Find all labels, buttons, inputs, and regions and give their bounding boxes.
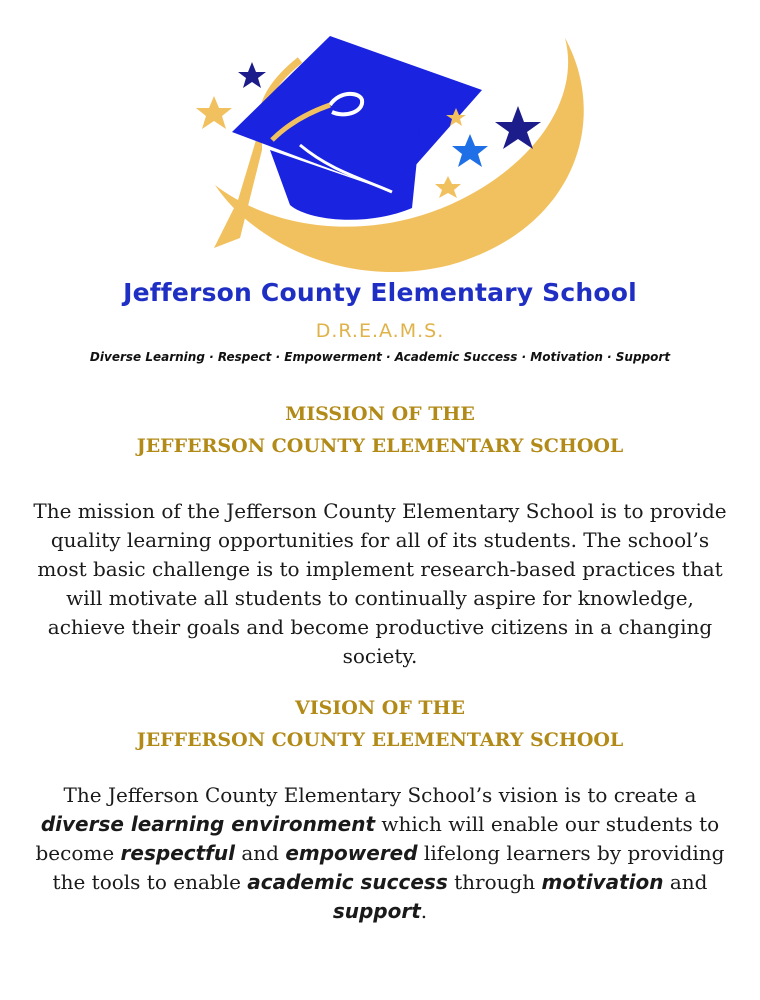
mission-statement: The mission of the Jefferson County Elementary School is to provide quality learning opportunities for all of its students. The school’s most basic challenge is to implement research-based practices that will motivate all students to continually aspire for knowledge, achieve their goals and become productive citizens in a changing society. (33, 499, 727, 668)
vision-emphasis: diverse learning environment (40, 812, 376, 836)
vision-text-segment: . (420, 899, 428, 923)
vision-text-segment: which will enable our students to become (35, 812, 720, 865)
vision-text-segment: and (663, 870, 708, 894)
vision-emphasis: respectful (120, 841, 235, 865)
mission-heading (0, 398, 760, 462)
vision-heading (0, 692, 760, 756)
logo-acronym: D.R.E.A.M.S. (315, 320, 445, 342)
vision-heading-line1: VISION OF THE (295, 697, 465, 719)
vision-emphasis: academic success (247, 870, 448, 894)
vision-emphasis: empowered (285, 841, 418, 865)
mission-heading-line2: JEFFERSON COUNTY ELEMENTARY SCHOOL (136, 435, 624, 457)
star-icon (196, 96, 232, 129)
vision-text-segment: lifelong learners by providing the tools to enable (52, 841, 725, 894)
star-icon (452, 134, 488, 167)
vision-emphasis: support (332, 899, 421, 923)
vision-text-segment: The Jefferson County Elementary School’s vision is to create a (63, 783, 697, 807)
graduation-cap-moon-icon (0, 0, 760, 280)
vision-heading-line2: JEFFERSON COUNTY ELEMENTARY SCHOOL (136, 729, 624, 751)
vision-text-segment: through (447, 870, 542, 894)
star-icon (238, 62, 266, 88)
star-icon (435, 176, 461, 198)
logo-school-name: Jefferson County Elementary School (123, 278, 637, 307)
vision-text-segment: and (234, 841, 286, 865)
vision-emphasis: motivation (541, 870, 664, 894)
vision-statement (30, 781, 730, 926)
star-icon (495, 106, 541, 149)
logo-tagline: Diverse Learning · Respect · Empowerment · Academic Success · Motivation · Support (89, 350, 671, 364)
mission-heading-line1: MISSION OF THE (285, 403, 475, 425)
school-logo (0, 0, 760, 380)
